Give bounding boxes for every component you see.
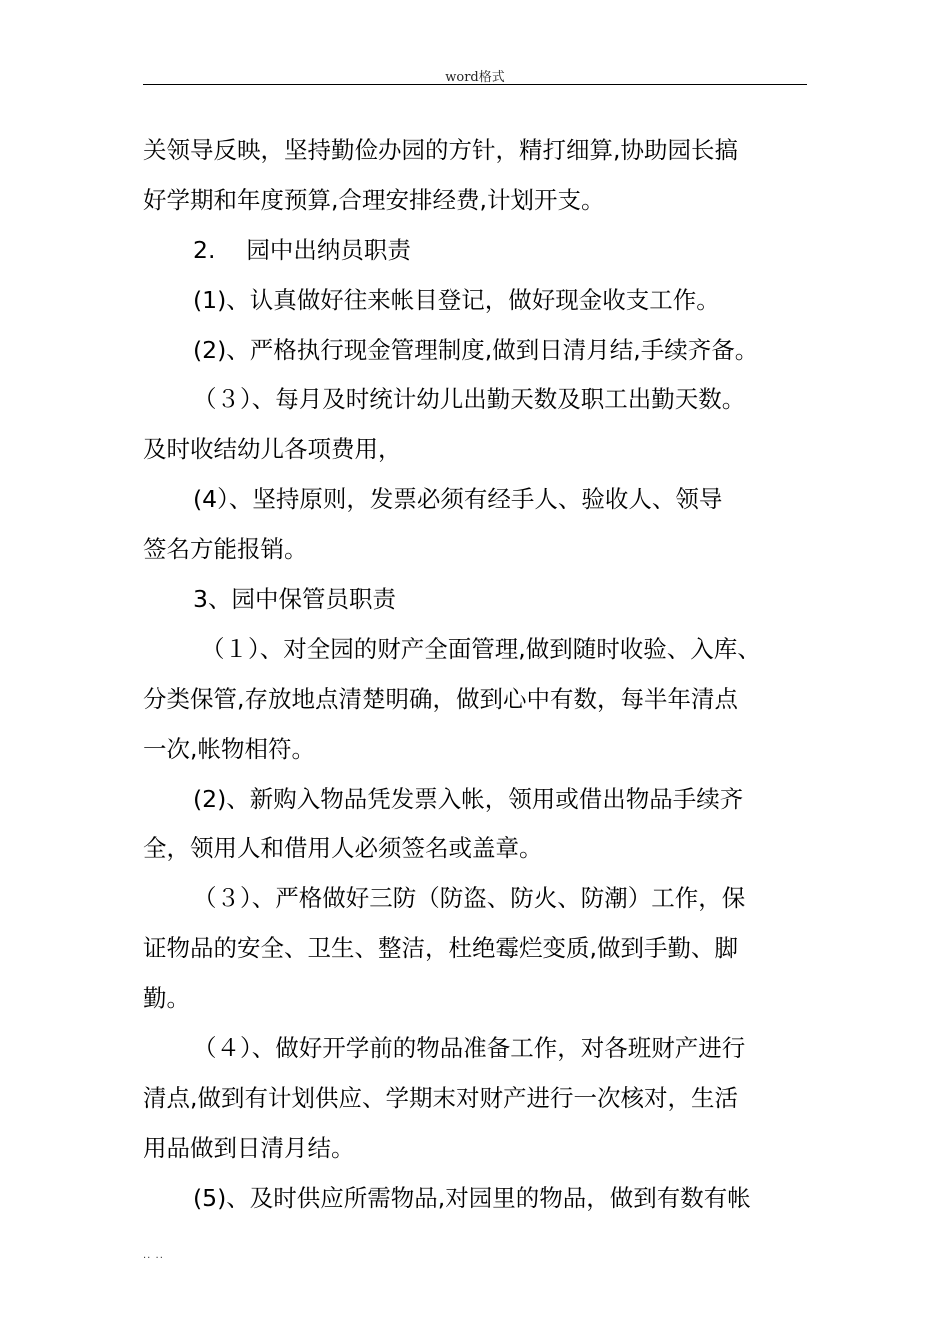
text-line: 全，领用人和借用人必须签名或盖章。: [143, 834, 543, 863]
text-line: 签名方能报销。: [143, 535, 308, 564]
text-line: 证物品的安全、卫生、整洁，杜绝霉烂变质,做到手勤、脚: [143, 934, 738, 963]
text-line: (1)、认真做好往来帐目登记，做好现金收支工作。: [193, 285, 720, 314]
text-line: 好学期和年度预算,合理安排经费,计划开支。: [143, 185, 605, 214]
page-header: word格式: [445, 70, 505, 85]
text-line: （３）、每月及时统计幼儿出勤天数及职工出勤天数。: [193, 385, 746, 414]
text-line: （１）、对全园的财产全面管理,做到随时收验、入库、: [201, 634, 761, 663]
text-line: 用品做到日清月结。: [143, 1133, 355, 1162]
text-line: 一次,帐物相符。: [143, 734, 315, 763]
text-line: 及时收结幼儿各项费用，: [143, 435, 402, 464]
text-line: （４）、做好开学前的物品准备工作，对各班财产进行: [193, 1034, 746, 1063]
section-heading: 3、园中保管员职责: [193, 585, 396, 614]
header-rule: [143, 84, 807, 85]
text-line: (4）、坚持原则，发票必须有经手人、验收人、领导: [193, 485, 723, 514]
text-line: (5)、及时供应所需物品,对园里的物品，做到有数有帐: [193, 1183, 751, 1212]
section-heading: 2. 园中出纳员职责: [193, 235, 411, 264]
text-line: 勤。: [143, 984, 190, 1013]
text-line: (2)、严格执行现金管理制度,做到日清月结,手续齐备。: [193, 335, 759, 364]
text-line: 关领导反映，坚持勤俭办园的方针，精打细算,协助园长搞: [143, 136, 738, 164]
text-line: (2)、新购入物品凭发票入帐，领用或借出物品手续齐: [193, 784, 744, 813]
body-text: [143, 126, 807, 1224]
page-footer: .. ..: [143, 1250, 164, 1261]
text-line: 分类保管,存放地点清楚明确，做到心中有数，每半年清点: [143, 684, 738, 713]
text-line: （３）、严格做好三防（防盗、防火、防潮）工作，保: [193, 884, 746, 913]
text-line: 清点,做到有计划供应、学期末对财产进行一次核对，生活: [143, 1083, 738, 1112]
